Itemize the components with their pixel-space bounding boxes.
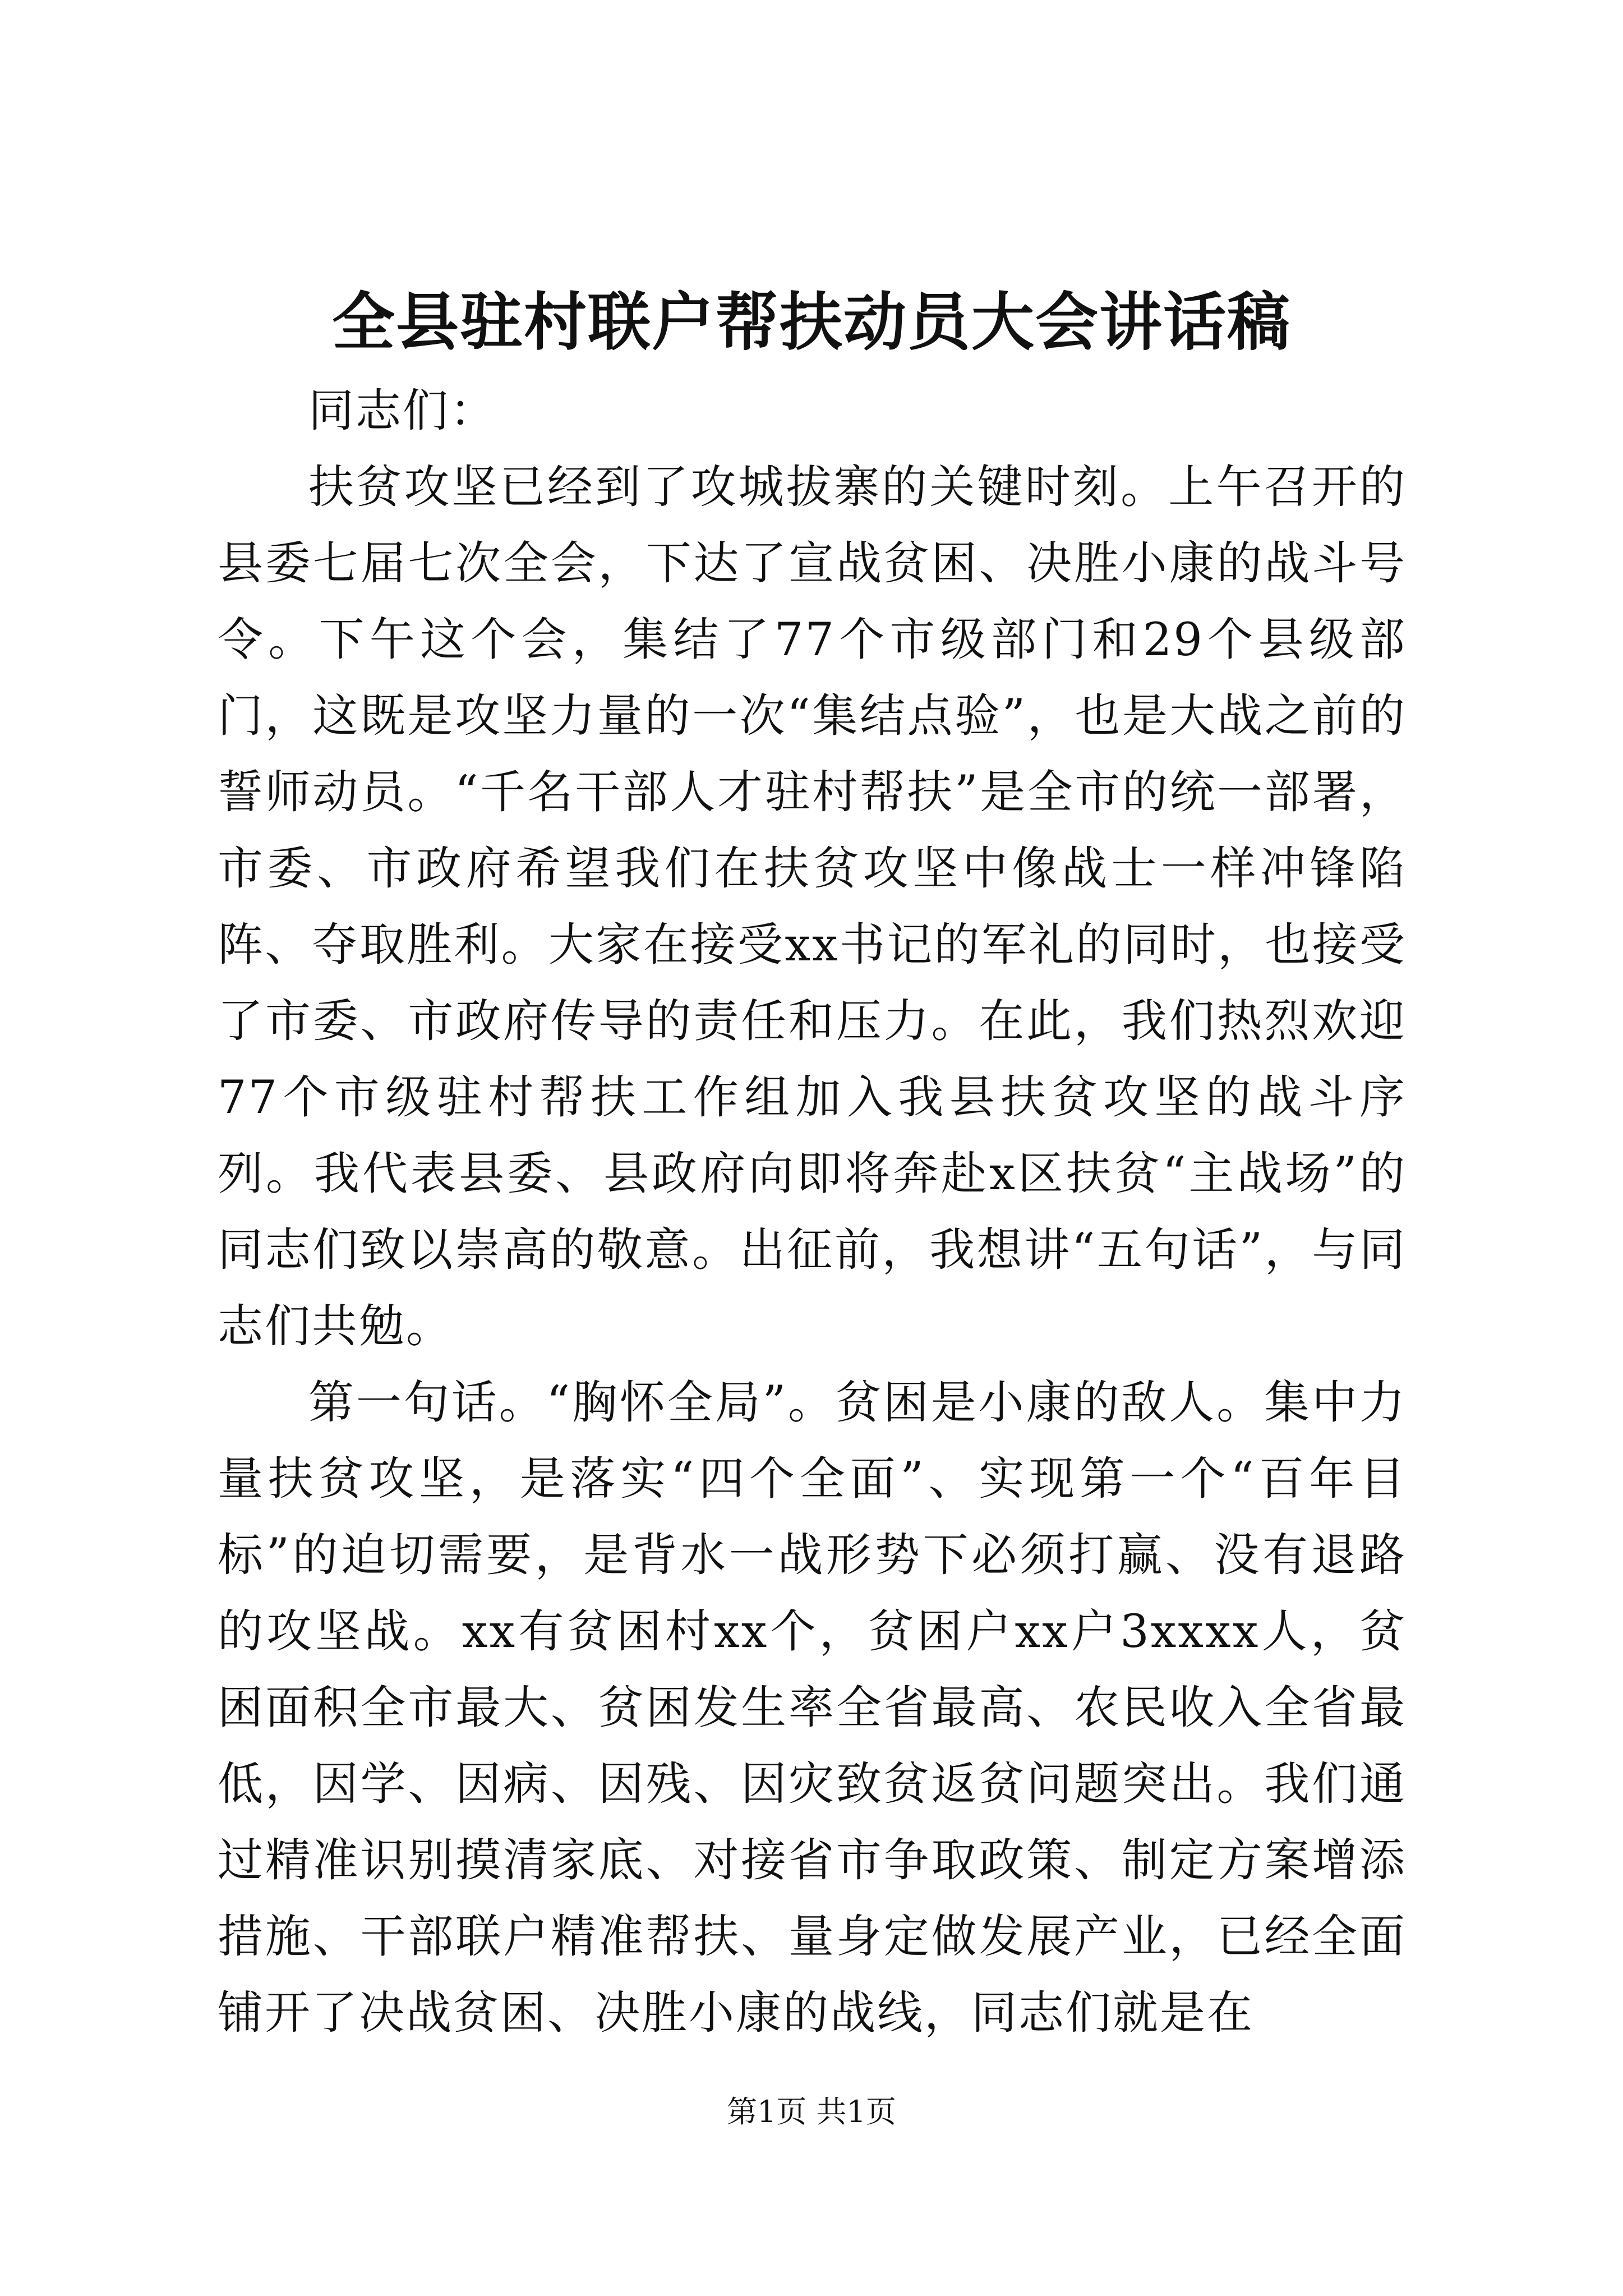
document-body: [218, 373, 1407, 2051]
page-footer: 第1页 共1页: [727, 2094, 896, 2129]
salutation: 同志们：: [308, 385, 497, 438]
paragraph: 扶贫攻坚已经到了攻城拔寨的关键时刻。上午召开的县委七届七次全会，下达了宣战贫困、决胜小康的战斗号令。下午这个会，集结了77个市级部门和29个县级部门，这既是攻坚力量的一次“集结点验”，也是大战之前的誓师动员。“千名干部人才驻村帮扶”是全市的统一部署，市委、市政府希望我们在扶贫攻坚中像战士一样冲锋陷阵、夺取胜利。大家在接受xx书记的军礼的同时，也接受了市委、市政府传导的责任和压力。在此，我们热烈欢迎77个市级驻村帮扶工作组加入我县扶贫攻坚的战斗序列。我代表县委、县政府向即将奔赴x区扶贫“主战场”的同志们致以崇高的敬意。出征前，我想讲“五句话”，与同志们共勉。: [218, 461, 1407, 1353]
document-title: 全县驻村联户帮扶动员大会讲话稿: [332, 286, 1291, 359]
paragraph: 第一句话。“胸怀全局”。贫困是小康的敌人。集中力量扶贫攻坚，是落实“四个全面”、实现第一个“百年目标”的迫切需要，是背水一战形势下必须打赢、没有退路的攻坚战。xx有贫困村xx个，贫困户xx户3xxxx人，贫困面积全市最大、贫困发生率全省最高、农民收入全省最低，因学、因病、因残、因灾致贫返贫问题突出。我们通过精准识别摸清家底、对接省市争取政策、制定方案增添措施、干部联户精准帮扶、量身定做发展产业，已经全面铺开了决战贫困、决胜小康的战线，同志们就是在: [218, 1377, 1407, 2040]
